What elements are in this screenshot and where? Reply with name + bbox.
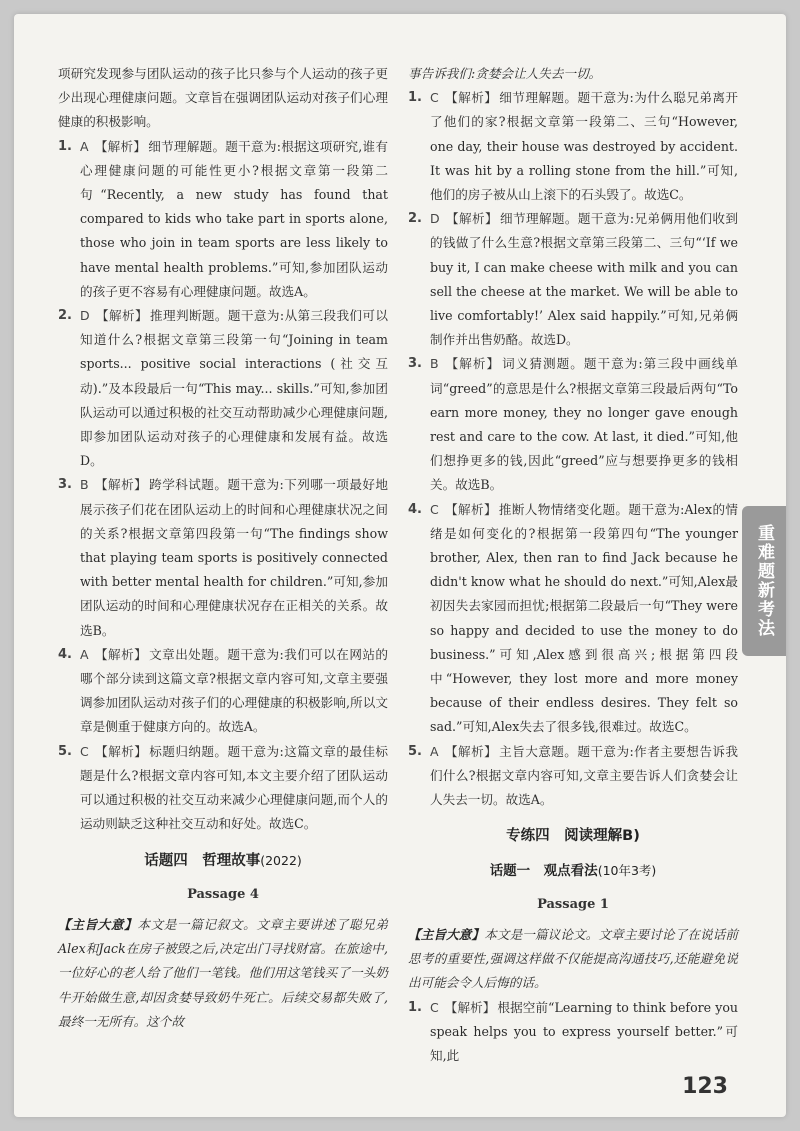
section-title: 话题四 哲理故事	[144, 852, 261, 869]
passage-title: Passage 4	[187, 886, 259, 902]
section-heading	[58, 849, 388, 873]
analysis-tag: 【解析】	[444, 999, 496, 1015]
analysis-text: 文章出处题。题干意为:我们可以在网站的哪个部分读到这篇文章?根据文章内容可知,文章主要强调参加团队运动对孩子们的心理健康的积极影响,所以文章是侧重于健康方向的。故选A。	[80, 646, 388, 735]
item-number: 1.	[58, 138, 72, 154]
item-number: 2.	[408, 211, 422, 227]
answer-letter: B	[430, 356, 439, 372]
side-tab[interactable]: 重难题新考法	[742, 506, 786, 656]
analysis-text: 词义猜测题。题干意为:第三段中画线单词“greed”的意思是什么?根据文章第三段最后两句“To earn more money, they no longer gave enough rest and care to the cow. At last, it died.”可知,他们想挣更多的钱,因此“greed”应与想要挣更多的钱相关。故选B。	[430, 356, 739, 493]
analysis-tag: 【解析】	[444, 501, 497, 517]
item-number: 4.	[408, 501, 422, 517]
left-column	[58, 62, 388, 1034]
analysis-tag: 【解析】	[445, 211, 498, 227]
answer-item	[408, 86, 738, 207]
textbook-page	[14, 14, 786, 1117]
answer-item	[408, 352, 738, 497]
answer-letter: C	[430, 90, 439, 106]
item-number: 1.	[408, 999, 422, 1015]
right-intro: 事告诉我们:贪婪会让人失去一切。	[408, 66, 602, 81]
section-title: 专练四 阅读理解B)	[506, 828, 640, 845]
answer-item	[408, 996, 738, 1069]
answer-item	[58, 473, 388, 642]
section-heading	[408, 824, 738, 848]
analysis-tag: 【解析】	[94, 743, 148, 759]
analysis-tag: 【解析】	[94, 477, 148, 493]
analysis-text: 细节理解题。题干意为:根据这项研究,谁有心理健康问题的可能性更小?根据文章第一段第二句“Recently, a new study has found that compared to kids who take part in sports alone, those who join in team sports are less likely to have mental health problems.”可知,参加团队运动的孩子更不容易有心理健康问题。故选A。	[80, 138, 389, 299]
answer-item	[58, 135, 388, 304]
item-number: 4.	[58, 646, 72, 662]
answer-item	[58, 304, 388, 473]
topic-year: (10年3考)	[597, 862, 657, 878]
answer-letter: D	[80, 308, 90, 324]
item-number: 5.	[408, 743, 422, 759]
answer-letter: A	[80, 138, 89, 154]
analysis-text: 推理判断题。题干意为:从第三段我们可以知道什么?根据文章第三段第一句“Joining in team sports... positive social interactions (社交互动).”及本段最后一句“This may... skills.”可知,参加团队运动可以通过积极的社交互动帮助减少心理健康问题,即参加团队运动对孩子的心理健康和发展有益。故选D。	[80, 308, 388, 469]
answer-item	[58, 643, 388, 740]
analysis-tag: 【解析】	[444, 356, 501, 372]
analysis-tag: 【解析】	[95, 308, 148, 324]
analysis-text: 跨学科试题。题干意为:下列哪一项最好地展示孩子们花在团队运动上的时间和心理健康状况之间的关系?根据文章第四段第一句“The findings show that playing team sports is positively connected with better mental health for children.”可知,参加团队运动的时间和心理健康状况存在正相关的关系。故选B。	[80, 477, 388, 638]
passage-title: Passage 1	[537, 896, 609, 912]
summary-label: 【主旨大意】	[408, 926, 485, 942]
analysis-tag: 【解析】	[444, 743, 498, 759]
topic-title: 话题一 观点看法	[489, 862, 598, 879]
summary-label: 【主旨大意】	[58, 916, 138, 932]
answer-item	[58, 740, 388, 837]
item-number: 3.	[58, 477, 72, 493]
answer-item	[408, 498, 738, 740]
analysis-tag: 【解析】	[444, 90, 498, 106]
topic-heading	[408, 859, 738, 883]
analysis-text: 推断人物情绪变化题。题干意为:Alex的情绪是如何变化的?根据第一段第四句“The younger brother, Alex, then ran to find Jack because he didn't know what he should do next.”可知,Alex最初因失去家园而担忧;根据第二段最后一句“They were so happy and decided to use the money to do business.”可知,Alex感到很高兴;根据第四段中“However, they lost more and more money because of their endless desires. They felt so sad.”可知,Alex失去了很多钱,很难过。故选C。	[430, 501, 739, 735]
analysis-tag: 【解析】	[94, 646, 148, 662]
page-number: 123	[682, 1074, 728, 1099]
summary-text: 本文是一篇议论文。文章主要讨论了在说话前思考的重要性,强调这样做不仅能提高沟通技巧,还能避免说出可能会令人后悔的话。	[408, 926, 739, 991]
answer-letter: C	[430, 501, 439, 517]
answer-letter: C	[430, 999, 439, 1015]
answer-item	[408, 207, 738, 352]
answer-letter: A	[80, 646, 89, 662]
analysis-text: 主旨大意题。题干意为:作者主要想告诉我们什么?根据文章内容可知,文章主要告诉人们贪婪会让人失去一切。故选A。	[430, 743, 738, 808]
left-intro: 项研究发现参与团队运动的孩子比只参与个人运动的孩子更少出现心理健康问题。文章旨在强调团队运动对孩子们心理健康的积极影响。	[58, 66, 388, 130]
answer-letter: D	[430, 211, 440, 227]
answer-letter: B	[80, 477, 89, 493]
analysis-text: 根据空前“Learning to think before you speak helps you to express yourself better.”可知,此	[430, 999, 739, 1063]
analysis-text: 细节理解题。题干意为:兄弟俩用他们收到的钱做了什么生意?根据文章第三段第二、三句“‘If we buy it, I can make cheese with milk and you can sell the cheese at the market. We will be able to live comfortably!’ Alex said happily.”可知,兄弟俩制作并出售奶酪。故选D。	[430, 211, 738, 348]
analysis-text: 细节理解题。题干意为:为什么聪兄弟离开了他们的家?根据文章第一段第二、三句“However, one day, their house was destroyed by accident. It was hit by a rolling stone from the hill.”可知,他们的房子被从山上滚下的石头毁了。故选C。	[430, 90, 739, 203]
passage-summary	[408, 923, 738, 996]
answer-letter: C	[80, 743, 89, 759]
answer-letter: A	[430, 743, 439, 759]
item-number: 2.	[58, 308, 72, 324]
analysis-tag: 【解析】	[94, 138, 147, 154]
answer-item	[408, 740, 738, 813]
analysis-text: 标题归纳题。题干意为:这篇文章的最佳标题是什么?根据文章内容可知,本文主要介绍了团队运动可以通过积极的社交互动来减少心理健康问题,而个人的运动则缺乏这种社交互动和好处。故选C。	[80, 743, 389, 832]
right-column	[408, 62, 738, 1068]
section-year: (2022)	[260, 852, 302, 868]
item-number: 1.	[408, 90, 422, 106]
summary-text: 本文是一篇记叙文。文章主要讲述了聪兄弟Alex和Jack在房子被毁之后,决定出门寻找财富。在旅途中,一位好心的老人给了他们一笔钱。他们用这笔钱买了一头奶牛开始做生意,却因贪婪导致奶牛死亡。后续交易都失败了,最终一无所有。这个故	[58, 916, 389, 1029]
item-number: 3.	[408, 356, 422, 372]
passage-summary	[58, 913, 388, 1034]
item-number: 5.	[58, 743, 72, 759]
